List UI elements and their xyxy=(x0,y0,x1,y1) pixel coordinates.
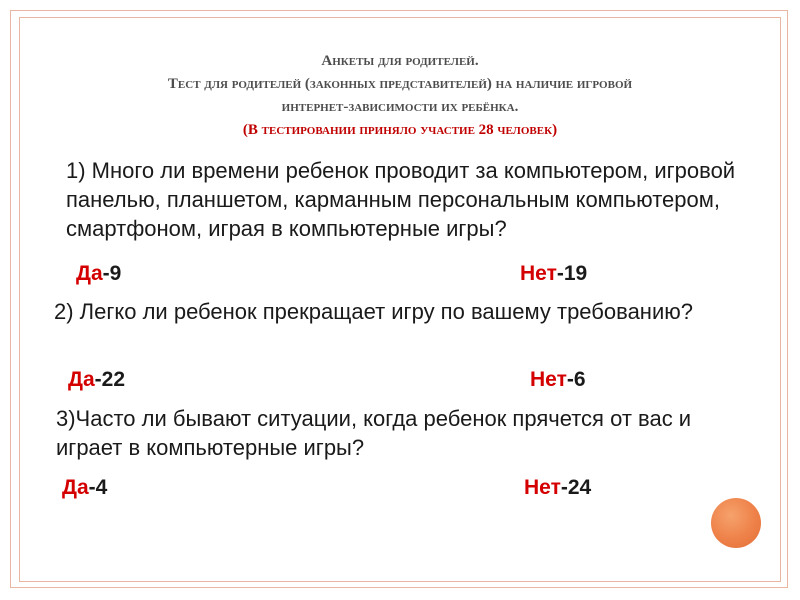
heading-line-1: Анкеты для родителей. xyxy=(321,53,479,69)
no-count: -6 xyxy=(566,368,586,391)
question-3-text: 3)Часто ли бывают ситуации, когда ребенок прячется от вас и играет в компьютерные игры? xyxy=(56,406,692,460)
no-label: Нет xyxy=(524,476,561,499)
orange-circle-decoration-icon xyxy=(711,498,761,548)
question-2-yes xyxy=(68,368,125,392)
yes-count: -22 xyxy=(94,368,125,391)
question-1-no xyxy=(520,262,587,286)
question-3-yes xyxy=(62,476,107,500)
no-count: -24 xyxy=(560,476,592,499)
slide-heading xyxy=(30,50,770,142)
heading-line-2: Тест для родителей (законных представителей) на наличие игровой xyxy=(167,76,633,92)
question-2-text: 2) Легко ли ребенок прекращает игру по вашему требованию? xyxy=(54,299,693,324)
yes-count: -9 xyxy=(102,262,122,285)
heading-participants-note: (В тестировании приняло участие 28 человек) xyxy=(242,122,558,138)
no-label: Нет xyxy=(520,262,557,285)
yes-label: Да xyxy=(76,262,103,285)
no-count: -19 xyxy=(556,262,588,285)
yes-count: -4 xyxy=(88,476,108,499)
yes-label: Да xyxy=(68,368,95,391)
question-2-no xyxy=(530,368,586,392)
question-1-text: 1) Много ли времени ребенок проводит за компьютером, игровой панелью, планшетом, карманным персональным компьютером, смартфоном, играя в компьютерные игры? xyxy=(66,158,736,241)
no-label: Нет xyxy=(530,368,567,391)
heading-line-3: интернет-зависимости их ребёнка. xyxy=(281,99,519,115)
yes-label: Да xyxy=(62,476,89,499)
question-1-yes xyxy=(76,262,121,286)
question-3-no xyxy=(524,476,591,500)
